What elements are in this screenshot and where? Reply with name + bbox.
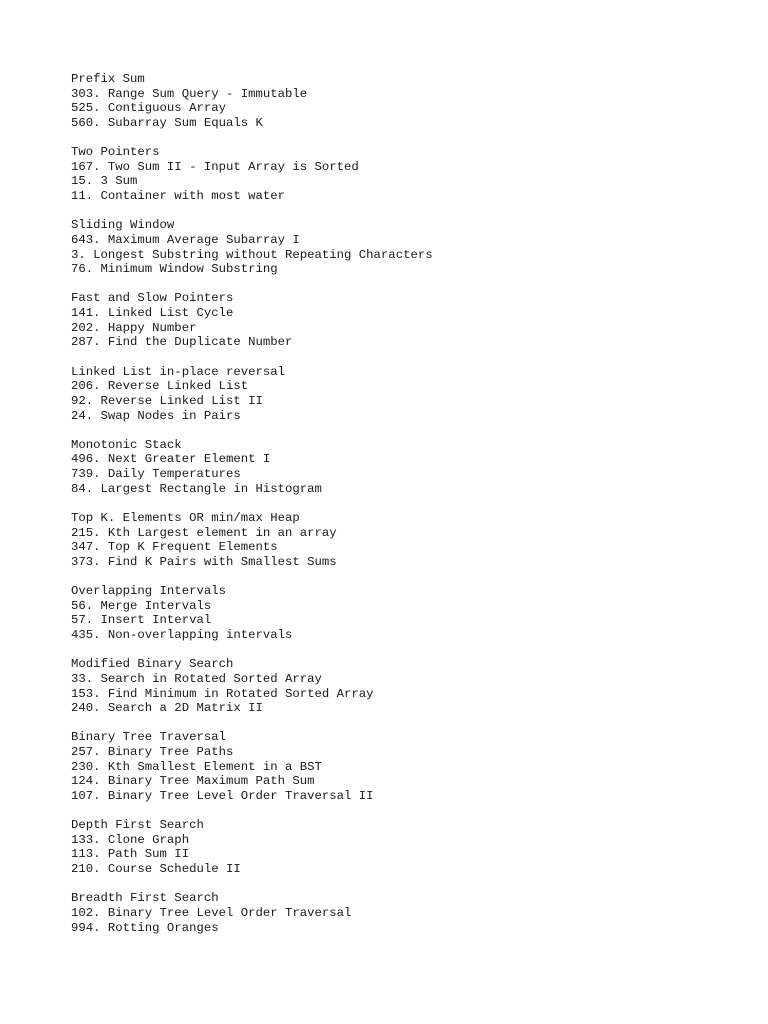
- list-item: 11. Container with most water: [71, 189, 286, 204]
- list-item: 141. Linked List Cycle: [71, 306, 234, 321]
- section-monotonic-stack: [71, 438, 751, 497]
- list-item: 113. Path Sum II: [71, 847, 190, 862]
- section-heading: Linked List in-place reversal: [71, 364, 286, 379]
- list-item: 102. Binary Tree Level Order Traversal: [71, 906, 352, 920]
- list-item: 92. Reverse Linked List II: [71, 393, 263, 408]
- section-heading: Prefix Sum: [71, 72, 145, 86]
- section-breadth-first-search: [71, 891, 751, 935]
- list-item: 257. Binary Tree Paths: [71, 745, 234, 760]
- section-heading: Depth First Search: [71, 818, 204, 833]
- section-two-pointers: [71, 145, 751, 204]
- section-heading: Overlapping Intervals: [71, 584, 226, 599]
- list-item: 206. Reverse Linked List: [71, 379, 249, 394]
- section-linked-list-reversal: [71, 365, 751, 424]
- list-item: 303. Range Sum Query - Immutable: [71, 86, 308, 101]
- section-heading: Sliding Window: [71, 218, 175, 233]
- section-modified-binary-search: [71, 657, 751, 716]
- list-item: 287. Find the Duplicate Number: [71, 335, 293, 350]
- section-fast-slow-pointers: [71, 291, 751, 350]
- section-sliding-window: [71, 218, 751, 277]
- list-item: 124. Binary Tree Maximum Path Sum: [71, 774, 315, 789]
- list-item: 107. Binary Tree Level Order Traversal II: [71, 788, 374, 803]
- section-heading: Modified Binary Search: [71, 657, 234, 672]
- list-item: 215. Kth Largest element in an array: [71, 525, 337, 540]
- section-top-k-heap: [71, 511, 751, 570]
- list-item: 210. Course Schedule II: [71, 862, 241, 877]
- section-heading: Fast and Slow Pointers: [71, 291, 234, 306]
- section-heading: Monotonic Stack: [71, 437, 182, 452]
- list-item: 525. Contiguous Array: [71, 101, 226, 116]
- list-item: 33. Search in Rotated Sorted Array: [71, 671, 322, 686]
- section-heading: Breadth First Search: [71, 891, 219, 906]
- list-item: 560. Subarray Sum Equals K: [71, 115, 263, 130]
- list-item: 56. Merge Intervals: [71, 598, 212, 613]
- list-item: 230. Kth Smallest Element in a BST: [71, 759, 322, 774]
- list-item: 84. Largest Rectangle in Histogram: [71, 481, 322, 496]
- section-prefix-sum: [71, 72, 751, 131]
- list-item: 643. Maximum Average Subarray I: [71, 232, 300, 247]
- list-item: 153. Find Minimum in Rotated Sorted Array: [71, 686, 374, 701]
- section-overlapping-intervals: [71, 584, 751, 643]
- list-item: 3. Longest Substring without Repeating Characters: [71, 247, 433, 262]
- list-item: 76. Minimum Window Substring: [71, 262, 278, 277]
- list-item: 202. Happy Number: [71, 320, 197, 335]
- list-item: 24. Swap Nodes in Pairs: [71, 408, 241, 423]
- list-item: 347. Top K Frequent Elements: [71, 540, 278, 555]
- list-item: 373. Find K Pairs with Smallest Sums: [71, 554, 337, 569]
- list-item: 57. Insert Interval: [71, 613, 212, 628]
- section-depth-first-search: [71, 818, 751, 877]
- list-item: 240. Search a 2D Matrix II: [71, 701, 263, 716]
- list-item: 15. 3 Sum: [71, 174, 138, 189]
- section-heading: Two Pointers: [71, 145, 160, 160]
- list-item: 739. Daily Temperatures: [71, 467, 241, 482]
- section-heading: Binary Tree Traversal: [71, 730, 226, 745]
- list-item: 435. Non-overlapping intervals: [71, 628, 293, 643]
- list-item: 167. Two Sum II - Input Array is Sorted: [71, 159, 359, 174]
- list-item: 496. Next Greater Element I: [71, 452, 271, 467]
- section-binary-tree-traversal: [71, 730, 751, 803]
- document-body: [71, 72, 751, 950]
- list-item: 133. Clone Graph: [71, 832, 190, 847]
- section-heading: Top K. Elements OR min/max Heap: [71, 510, 300, 525]
- list-item: 994. Rotting Oranges: [71, 920, 219, 935]
